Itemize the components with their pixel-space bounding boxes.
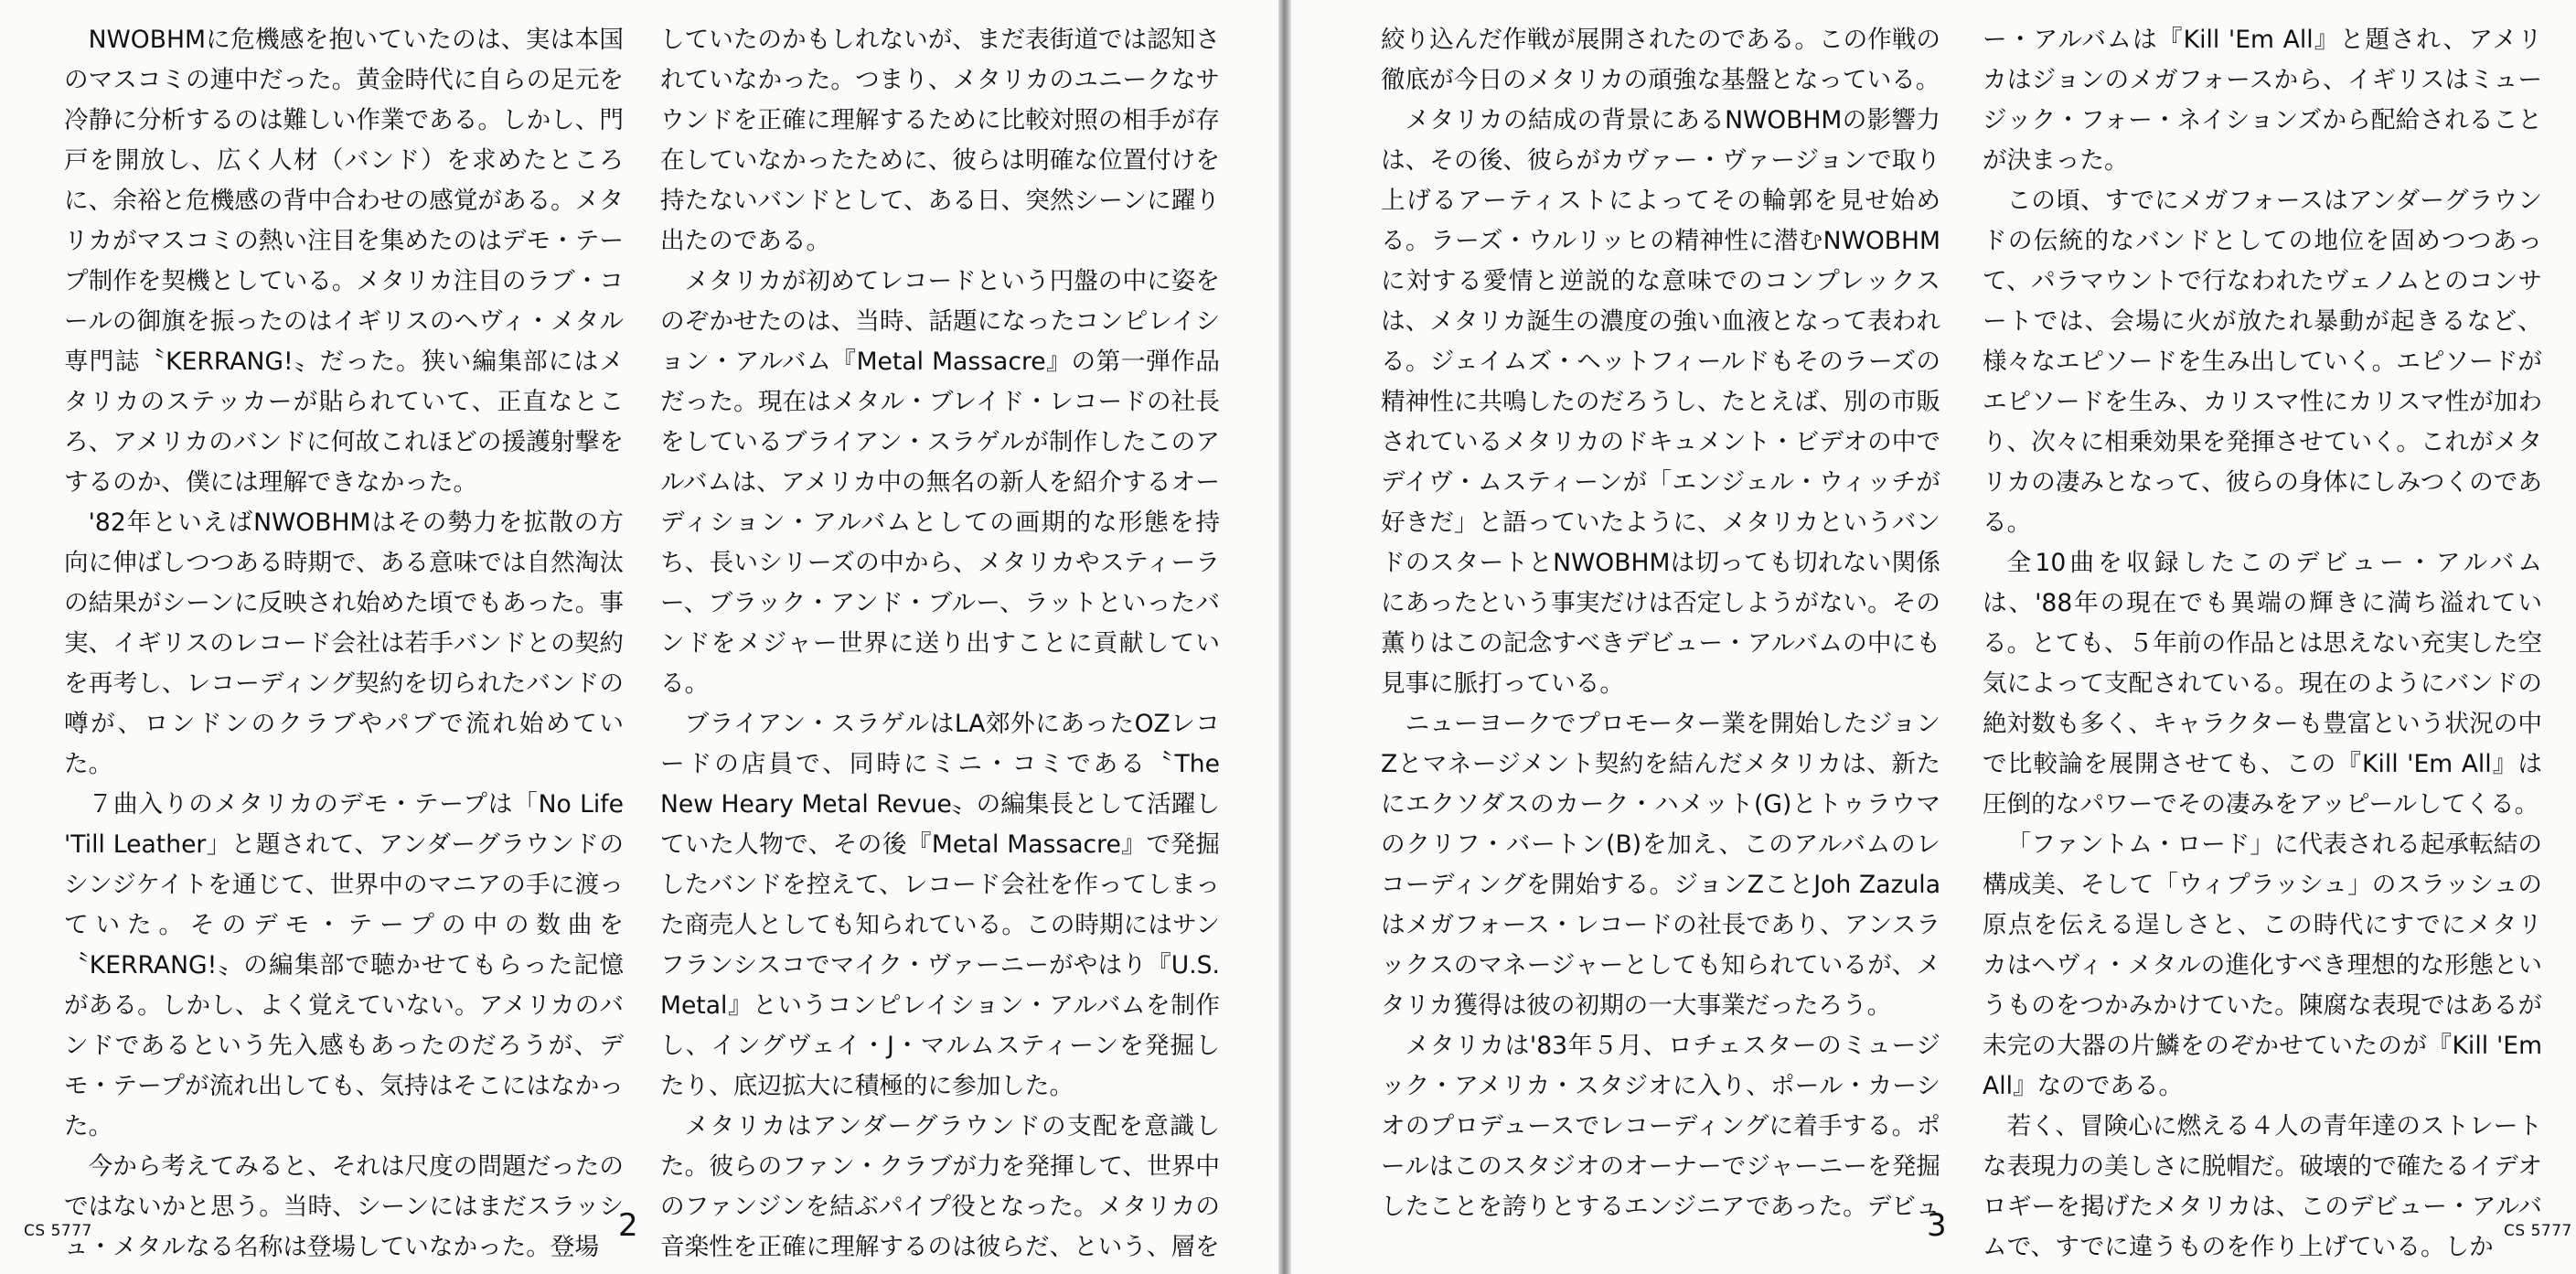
book-gutter — [1278, 0, 1291, 1274]
paragraph: メタリカが初めてレコードという円盤の中に姿をのぞかせたのは、当時、話題になったコンピレイション・アルバム『Metal Massacre』の第一弾作品だった。現在はメタル・ブレイド・レコードの社長をしているブライアン・スラゲルが制作したこのアルバムは、アメリカ中の無名の新人を紹介するオーディション・アルバムとしての画期的な形態を持ち、長いシリーズの中から、メタリカやスティーラー、ブラック・アンド・ブルー、ラットといったバンドをメジャー世界に送り出すことに貢献している。 — [660, 267, 1220, 698]
paragraph: ニューヨークでプロモーター業を開始したジョンZとマネージメント契約を結んだメタリカは、新たにエクソダスのカーク・ハメット(G)とトゥラウマのクリフ・バートン(B)を加え、このアルバムのレコーディングを開始する。ジョンZことJoh Zazulaはメガフォース・レコードの社長であり、アンスラックスのマネージャーとしても知られているが、メタリカ獲得は彼の初期の一大事業だったろう。 — [1381, 710, 1940, 1020]
text-column-3 — [1381, 20, 1940, 1221]
catalog-number-right: CS 5777 — [2504, 1222, 2572, 1240]
text-column-2 — [660, 20, 1220, 1261]
page-number-left: 2 — [618, 1207, 638, 1244]
paragraph: メタリカは'83年５月、ロチェスターのミュージック・アメリカ・スタジオに入り、ポール・カーシオのプロデュースでレコーディングに着手する。ポールはこのスタジオのオーナーでジャーニーを発掘したことを誇りとするエンジニアであった。デビュ — [1381, 1032, 1940, 1221]
text-column-1 — [64, 20, 624, 1261]
paragraph: メタリカの結成の背景にあるNWOBHMの影響力は、その後、彼らがカヴァー・ヴァージョンで取り上げるアーティストによってその輪郭を見せ始める。ラーズ・ウルリッヒの精神性に潜むNWOBHMに対する愛情と逆説的な意味でのコンプレックスは、メタリカ誕生の濃度の強い血液となって表われる。ジェイムズ・ヘットフィールドもそのラーズの精神性に共鳴したのだろうし、たとえば、別の市販されているメタリカのドキュメント・ビデオの中でデイヴ・ムスティーンが「エンジェル・ウィッチが好きだ」と語っていたように、メタリカというバンドのスタートとNWOBHMは切っても切れない関係にあったという事実だけは否定しようがない。その薫りはこの記念すべきデビュー・アルバムの中にも見事に脈打っている。 — [1381, 106, 1940, 698]
paragraph: ー・アルバムは『Kill 'Em All』と題され、アメリカはジョンのメガフォースから、イギリスはミュージック・フォー・ネイションズから配給されることが決まった。 — [1983, 26, 2542, 175]
paragraph: 「ファントム・ロード」に代表される起承転結の構成美、そして「ウィプラッシュ」のスラッシュの原点を伝える逞しさと、この時代にすでにメタリカはヘヴィ・メタルの進化すべき理想的な形態というものをつかみかけていた。陳腐な表現ではあるが未完の大器の片鱗をのぞかせていたのが『Kill 'Em All』なのである。 — [1983, 830, 2542, 1100]
paragraph: ７曲入りのメタリカのデモ・テープは「No Life 'Till Leather」と題されて、アンダーグラウンドのシンジケイトを通じて、世界中のマニアの手に渡っていた。そのデモ・テープの中の数曲を〝KERRANG!〟の編集部で聴かせてもらった記憶がある。しかし、よく覚えていない。アメリカのバンドであるという先入感もあったのだろうが、デモ・テープが流れ出しても、気持はそこにはなかった。 — [64, 790, 624, 1140]
paragraph: ブライアン・スラゲルはLA郊外にあったOZレコードの店員で、同時にミニ・コミである〝The New Heary Metal Revue〟の編集長として活躍していた人物で、その後『Metal Massacre』で発掘したバンドを控えて、レコード会社を作ってしまった商売人としても知られている。この時期にはサンフランシスコでマイク・ヴァーニーがやはり『U.S. Metal』というコンピレイション・アルバムを制作し、イングヴェイ・J・マルムスティーンを発掘したり、底辺拡大に積極的に参加した。 — [660, 710, 1220, 1100]
paragraph: この頃、すでにメガフォースはアンダーグラウンドの伝統的なバンドとしての地位を固めつつあって、パラマウントで行なわれたヴェノムとのコンサートでは、会場に火が放たれ暴動が起きるなど、様々なエピソードを生み出していく。エピソードがエピソードを生み、カリスマ性にカリスマ性が加わり、次々に相乗効果を発揮させていく。これがメタリカの凄みとなって、彼らの身体にしみつくのである。 — [1983, 187, 2542, 537]
paragraph: 今から考えてみると、それは尺度の問題だったのではないかと思う。当時、シーンにはまだスラッシュ・メタルなる名称は登場していなかった。登場 — [64, 1152, 624, 1261]
page-number-right: 3 — [1927, 1207, 1947, 1244]
paragraph: NWOBHMに危機感を抱いていたのは、実は本国のマスコミの連中だった。黄金時代に自らの足元を冷静に分析するのは難しい作業である。しかし、門戸を開放し、広く人材（バンド）を求めたところに、余裕と危機感の背中合わせの感覚がある。メタリカがマスコミの熱い注目を集めたのはデモ・テープ制作を契機としている。メタリカ注目のラブ・コールの御旗を振ったのはイギリスのヘヴィ・メタル専門誌〝KERRANG!〟だった。狭い編集部にはメタリカのステッカーが貼られていて、正直なところ、アメリカのバンドに何故これほどの援護射撃をするのか、僕には理解できなかった。 — [64, 26, 624, 497]
paragraph: 絞り込んだ作戦が展開されたのである。この作戦の徹底が今日のメタリカの頑強な基盤となっている。 — [1381, 26, 1940, 94]
paragraph: '82年といえばNWOBHMはその勢力を拡散の方向に伸ばしつつある時期で、ある意味では自然淘汰の結果がシーンに反映され始めた頃でもあった。事実、イギリスのレコード会社は若手バンドとの契約を再考し、レコーディング契約を切られたバンドの噂が、ロンドンのクラブやパブで流れ始めていた。 — [64, 509, 624, 778]
paragraph: メタリカはアンダーグラウンドの支配を意識した。彼らのファン・クラブが力を発揮して、世界中のファンジンを結ぶパイプ役となった。メタリカの音楽性を正確に理解するのは彼らだ、という、層を — [660, 1112, 1220, 1261]
paragraph: していたのかもしれないが、まだ表街道では認知されていなかった。つまり、メタリカのユニークなサウンドを正確に理解するために比較対照の相手が存在していなかったために、彼らは明確な位置付けを持たないバンドとして、ある日、突然シーンに躍り出たのである。 — [660, 26, 1220, 255]
catalog-number-left: CS 5777 — [24, 1222, 92, 1240]
paragraph: 若く、冒険心に燃える４人の青年達のストレートな表現力の美しさに脱帽だ。破壊的で確たるイデオロギーを掲げたメタリカは、このデビュー・アルバムで、すでに違うものを作り上げている。しか — [1983, 1112, 2542, 1261]
paragraph: 全10曲を収録したこのデビュー・アルバムは、'88年の現在でも異端の輝きに満ち溢れている。とても、５年前の作品とは思えない充実した空気によって支配されている。現在のようにバンドの絶対数も多く、キャラクターも豊富という状況の中で比較論を展開させても、この『Kill 'Em All』は圧倒的なパワーでその凄みをアッピールしてくる。 — [1983, 549, 2542, 819]
